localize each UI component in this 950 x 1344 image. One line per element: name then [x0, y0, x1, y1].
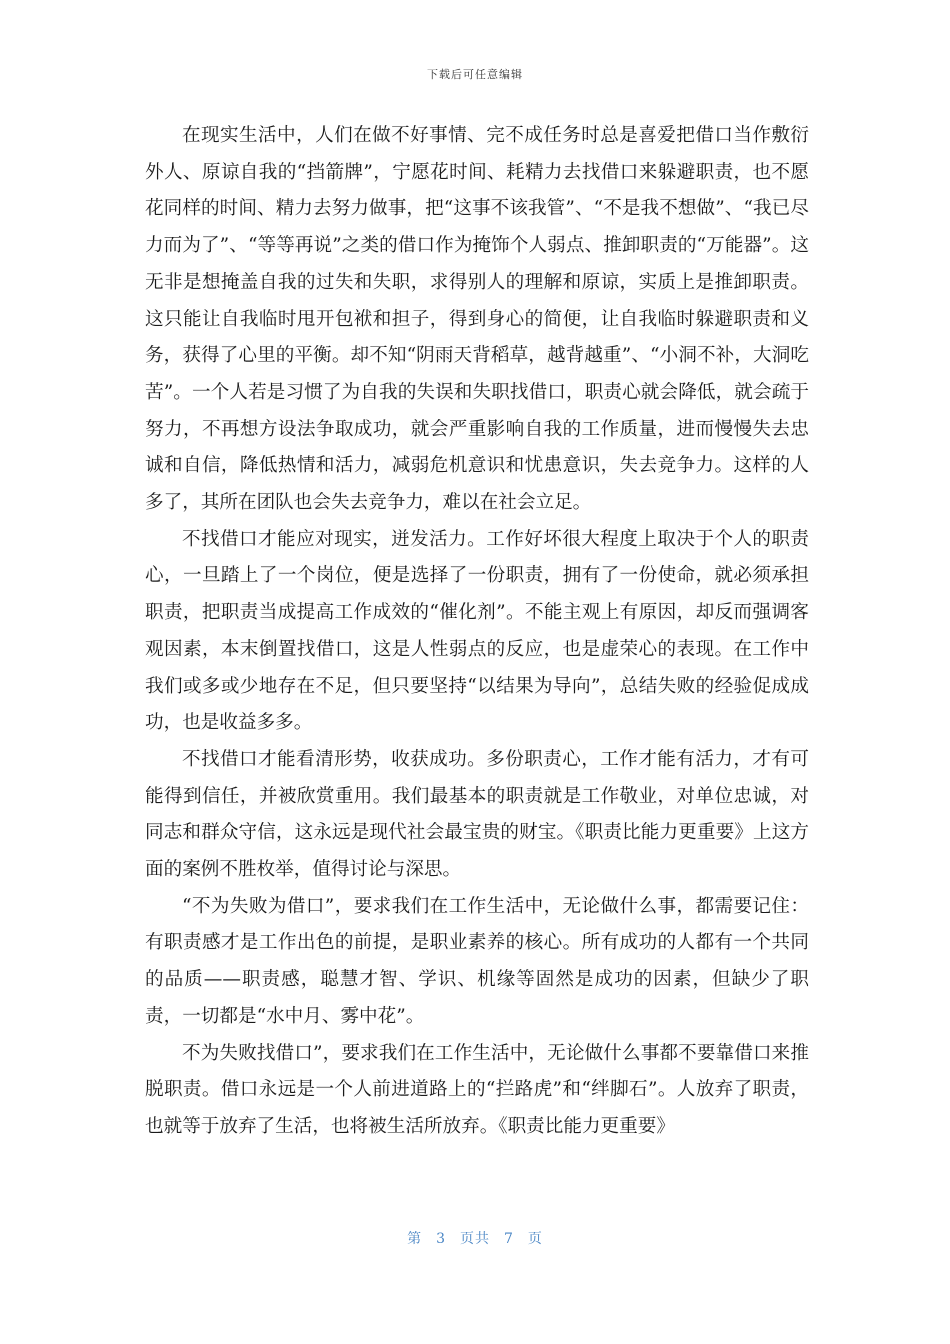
document-body: [145, 118, 809, 1146]
footer-label-page-of: 页共: [460, 1231, 490, 1247]
footer-current-page: 3: [436, 1231, 446, 1247]
footer-label-page: 第: [407, 1231, 423, 1247]
footer-label-page-end: 页: [527, 1231, 543, 1247]
paragraph-1: 在现实生活中，人们在做不好事情、完不成任务时总是喜爱把借口当作敷衍外人、原谅自我的“挡箭牌”，宁愿花时间、耗精力去找借口来躲避职责，也不愿花同样的时间、精力去努力做事，把“这事不该我管”、“不是我不想做”、“我已尽力而为了”、“等等再说”之类的借口作为掩饰个人弱点、推卸职责的“万能器”。这无非是想掩盖自我的过失和失职，求得别人的理解和原谅，实质上是推卸职责。这只能让自我临时甩开包袱和担子，得到身心的简便，让自我临时躲避职责和义务，获得了心里的平衡。却不知“阴雨天背稻草，越背越重”、“小洞不补，大洞吃苦”。一个人若是习惯了为自我的失误和失职找借口，职责心就会降低，就会疏于努力，不再想方设法争取成功，就会严重影响自我的工作质量，进而慢慢失去忠诚和自信，降低热情和活力，减弱危机意识和忧患意识，失去竞争力。这样的人多了，其所在团队也会失去竞争力，难以在社会立足。: [145, 125, 809, 514]
paragraph-4: “不为失败为借口”，要求我们在工作生活中，无论做什么事，都需要记住：有职责感才是工作出色的前提，是职业素养的核心。所有成功的人都有一个共同的品质——职责感，聪慧才智、学识、机缘等固然是成功的因素，但缺少了职责，一切都是“水中月、雾中花”。: [145, 895, 809, 1027]
header-note: 下载后可任意编辑: [427, 68, 523, 81]
footer-total-pages: 7: [504, 1231, 514, 1247]
paragraph-5: 不为失败找借口”，要求我们在工作生活中，无论做什么事都不要靠借口来推脱职责。借口永远是一个人前进道路上的“拦路虎”和“绊脚石”。人放弃了职责，也就等于放弃了生活，也将被生活所放弃。《职责比能力更重要》: [145, 1042, 809, 1137]
paragraph-2: 不找借口才能应对现实，迸发活力。工作好坏很大程度上取决于个人的职责心，一旦踏上了一个岗位，便是选择了一份职责，拥有了一份使命，就必须承担职责，把职责当成提高工作成效的“催化剂”。不能主观上有原因，却反而强调客观因素，本末倒置找借口，这是人性弱点的反应，也是虚荣心的表现。在工作中我们或多或少地存在不足，但只要坚持“以结果为导向”，总结失败的经验促成成功，也是收益多多。: [145, 528, 809, 734]
paragraph-3: 不找借口才能看清形势，收获成功。多份职责心，工作才能有活力，才有可能得到信任，并被欣赏重用。我们最基本的职责就是工作敬业，对单位忠诚，对同志和群众守信，这永远是现代社会最宝贵的财宝。《职责比能力更重要》上这方面的案例不胜枚举，值得讨论与深思。: [145, 748, 809, 881]
page-footer: [0, 1228, 950, 1248]
